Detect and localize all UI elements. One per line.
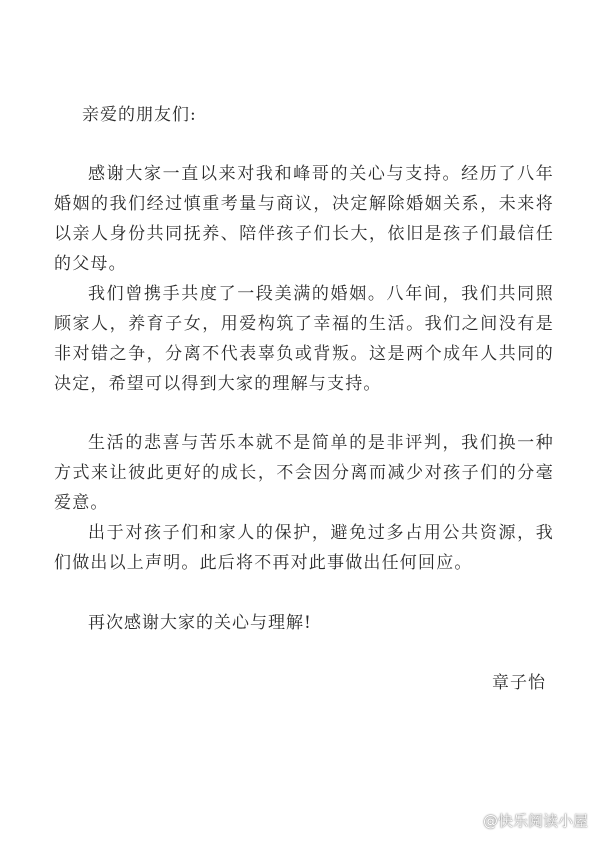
- paragraph-3: 生活的悲喜与苦乐本就不是简单的是非评判，我们换一种方式来让彼此更好的成长，不会因分离而减少对孩子们的分毫爱意。: [54, 433, 554, 513]
- watermark: [463, 810, 588, 831]
- weibo-logo-icon: [463, 813, 479, 829]
- closing-line: 再次感谢大家的关心与理解!: [88, 613, 312, 633]
- paragraph-4: 出于对孩子们和家人的保护，避免过多占用公共资源，我们做出以上声明。此后将不再对此事做出任何回应。: [54, 523, 554, 573]
- salutation: 亲爱的朋友们:: [82, 105, 197, 125]
- paragraph-1: 感谢大家一直以来对我和峰哥的关心与支持。经历了八年婚姻的我们经过慎重考量与商议，决定解除婚姻关系，未来将以亲人身份共同抚养、陪伴孩子们长大，依旧是孩子们最信任的父母。: [54, 164, 554, 274]
- watermark-text: @快乐阅读小屋: [482, 812, 588, 830]
- signature: 章子怡: [492, 673, 546, 693]
- paragraph-2: 我们曾携手共度了一段美满的婚姻。八年间，我们共同照顾家人，养育子女，用爱构筑了幸福的生活。我们之间没有是非对错之争，分离不代表辜负或背叛。这是两个成年人共同的决定，希望可以得到大家的理解与支持。: [54, 284, 554, 394]
